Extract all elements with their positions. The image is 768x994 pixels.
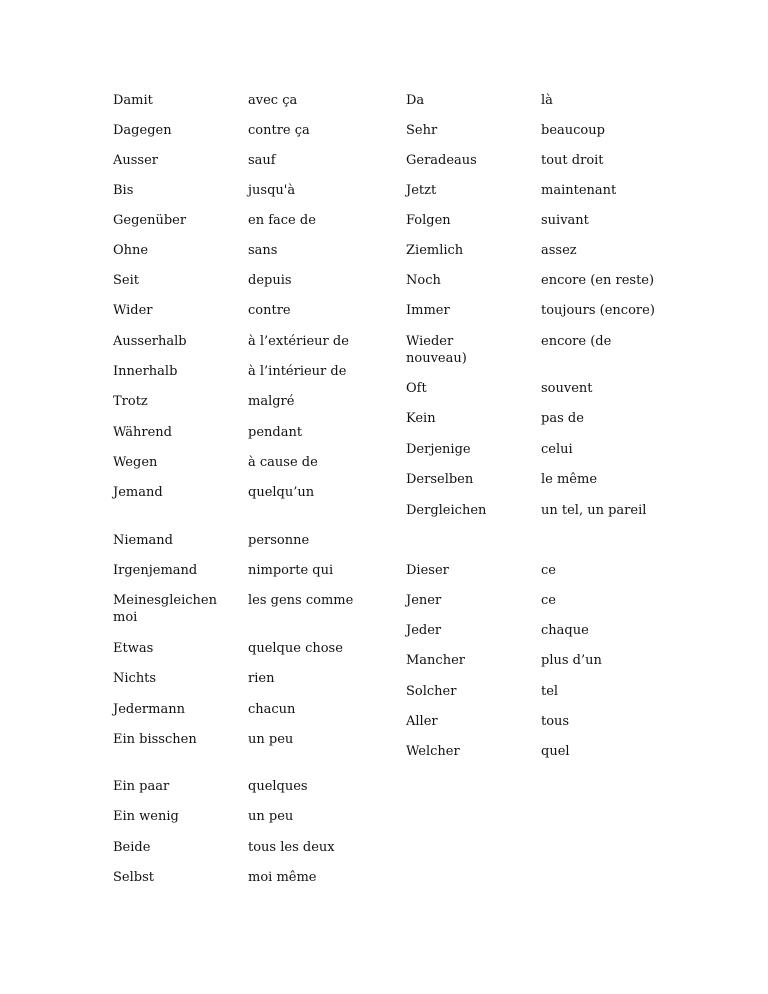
german-word: Wider — [113, 303, 153, 318]
vocab-row — [113, 424, 388, 441]
vocab-row — [406, 652, 681, 669]
french-translation: chaque — [541, 623, 589, 638]
vocab-row — [406, 152, 681, 169]
vocab-row — [113, 242, 388, 259]
german-word: Ziemlich — [406, 243, 464, 258]
vocab-row — [113, 454, 388, 471]
german-word: Folgen — [406, 213, 451, 228]
french-translation: le même — [541, 472, 598, 487]
german-word: Solcher — [406, 684, 457, 699]
vocab-row — [113, 731, 388, 748]
french-translation: quelqu’un — [248, 485, 315, 500]
french-translation: assez — [541, 243, 577, 258]
vocab-row — [406, 333, 681, 367]
french-translation: nimporte qui — [248, 563, 334, 578]
french-translation: chacun — [248, 702, 296, 717]
vocab-row — [113, 302, 388, 319]
german-word: Wegen — [113, 455, 158, 470]
vocab-row — [406, 592, 681, 609]
german-word: Selbst — [113, 870, 154, 885]
french-translation: les gens comme — [248, 593, 354, 608]
vocab-row — [406, 122, 681, 139]
german-word: Mancher — [406, 653, 465, 668]
german-word: Niemand — [113, 533, 173, 548]
french-translation: personne — [248, 533, 310, 548]
vocab-row — [113, 182, 388, 199]
german-word: Jener — [406, 593, 442, 608]
french-translation: un tel, un pareil — [541, 503, 647, 518]
vocab-row — [406, 441, 681, 458]
vocab-row — [113, 778, 388, 795]
german-word: Trotz — [113, 394, 148, 409]
french-translation: pendant — [248, 425, 303, 440]
vocab-row — [113, 701, 388, 718]
german-word: Immer — [406, 303, 450, 318]
vocab-row — [113, 484, 388, 501]
german-word: Ein paar — [113, 779, 170, 794]
vocab-row — [113, 670, 388, 687]
french-translation: tout droit — [541, 153, 604, 168]
german-word: Damit — [113, 93, 153, 108]
german-word: Sehr — [406, 123, 438, 138]
french-translation: en face de — [248, 213, 316, 228]
vocab-row — [113, 333, 388, 350]
french-translation: maintenant — [541, 183, 617, 198]
french-translation: contre ça — [248, 123, 310, 138]
french-translation: moi même — [248, 870, 317, 885]
vocab-row — [113, 640, 388, 657]
french-translation: depuis — [248, 273, 292, 288]
french-translation: un peu — [248, 732, 294, 747]
french-translation: là — [541, 93, 553, 108]
vocab-row — [406, 242, 681, 259]
german-word: Gegenüber — [113, 213, 187, 228]
german-word: Während — [113, 425, 172, 440]
german-word: Ausserhalb — [113, 334, 187, 349]
french-translation: rien — [248, 671, 275, 686]
vocab-row — [406, 212, 681, 229]
french-translation: beaucoup — [541, 123, 605, 138]
vocab-row — [406, 182, 681, 199]
vocab-row — [406, 92, 681, 109]
vocab-row — [406, 380, 681, 397]
vocab-row — [406, 743, 681, 760]
vocab-row — [113, 122, 388, 139]
german-word: Innerhalb — [113, 364, 178, 379]
french-translation: quelque chose — [248, 641, 343, 656]
german-word: Welcher — [406, 744, 460, 759]
vocab-row — [113, 152, 388, 169]
vocab-row — [113, 839, 388, 856]
vocab-row — [113, 562, 388, 579]
french-translation: tel — [541, 684, 559, 699]
german-word: Derjenige — [406, 442, 471, 457]
vocab-row — [406, 272, 681, 289]
german-word: Ausser — [113, 153, 159, 168]
vocab-row — [113, 808, 388, 825]
german-word: Ein bisschen — [113, 732, 197, 747]
german-word: Jeder — [406, 623, 442, 638]
german-word: Ohne — [113, 243, 149, 258]
french-translation: sans — [248, 243, 278, 258]
french-translation: souvent — [541, 381, 593, 396]
vocab-row — [113, 92, 388, 109]
french-translation: tous les deux — [248, 840, 335, 855]
german-word: Ein wenig — [113, 809, 179, 824]
french-translation: ce — [541, 563, 556, 578]
german-word: Dieser — [406, 563, 449, 578]
vocab-row — [406, 410, 681, 427]
french-translation: avec ça — [248, 93, 298, 108]
french-translation: quel — [541, 744, 570, 759]
vocab-row — [113, 592, 388, 626]
french-translation: contre — [248, 303, 291, 318]
german-word: Jemand — [113, 485, 163, 500]
vocab-row — [406, 562, 681, 579]
vocab-row — [113, 363, 388, 380]
german-word: Irgenjemand — [113, 563, 198, 578]
french-translation: encore (en reste) — [541, 273, 655, 288]
vocab-row — [406, 683, 681, 700]
french-translation: quelques — [248, 779, 308, 794]
german-word: Jetzt — [406, 183, 437, 198]
german-word: Etwas — [113, 641, 154, 656]
french-translation: jusqu'à — [248, 183, 296, 198]
vocab-row — [406, 502, 681, 519]
french-translation: à cause de — [248, 455, 318, 470]
vocab-row — [113, 393, 388, 410]
vocab-row — [113, 272, 388, 289]
german-word: Derselben — [406, 472, 474, 487]
german-word: Dagegen — [113, 123, 172, 138]
german-word: Beide — [113, 840, 151, 855]
german-word: Meinesgleichen moi — [113, 593, 217, 625]
french-translation: plus d’un — [541, 653, 602, 668]
vocab-row — [113, 869, 388, 886]
german-word: Bis — [113, 183, 134, 198]
vocab-row — [113, 212, 388, 229]
french-translation: malgré — [248, 394, 295, 409]
french-translation: à l’extérieur de — [248, 334, 349, 349]
french-translation: suivant — [541, 213, 589, 228]
vocab-row — [406, 713, 681, 730]
german-word: Kein — [406, 411, 436, 426]
french-translation: un peu — [248, 809, 294, 824]
german-word: Noch — [406, 273, 441, 288]
french-translation: celui — [541, 442, 573, 457]
french-translation: tous — [541, 714, 570, 729]
german-word: Oft — [406, 381, 427, 396]
french-translation: encore (de — [541, 334, 612, 349]
french-translation: sauf — [248, 153, 276, 168]
german-word: Geradeaus — [406, 153, 477, 168]
german-word: Wieder nouveau) — [406, 334, 467, 366]
german-word: Jedermann — [113, 702, 185, 717]
german-word: Aller — [406, 714, 438, 729]
vocab-row — [406, 471, 681, 488]
french-translation: à l’intérieur de — [248, 364, 347, 379]
german-word: Da — [406, 93, 425, 108]
german-word: Seit — [113, 273, 139, 288]
french-translation: pas de — [541, 411, 584, 426]
german-word: Nichts — [113, 671, 157, 686]
vocab-row — [406, 302, 681, 319]
german-word: Dergleichen — [406, 503, 487, 518]
vocab-row — [113, 532, 388, 549]
french-translation: toujours (encore) — [541, 303, 655, 318]
vocab-row — [406, 622, 681, 639]
french-translation: ce — [541, 593, 556, 608]
